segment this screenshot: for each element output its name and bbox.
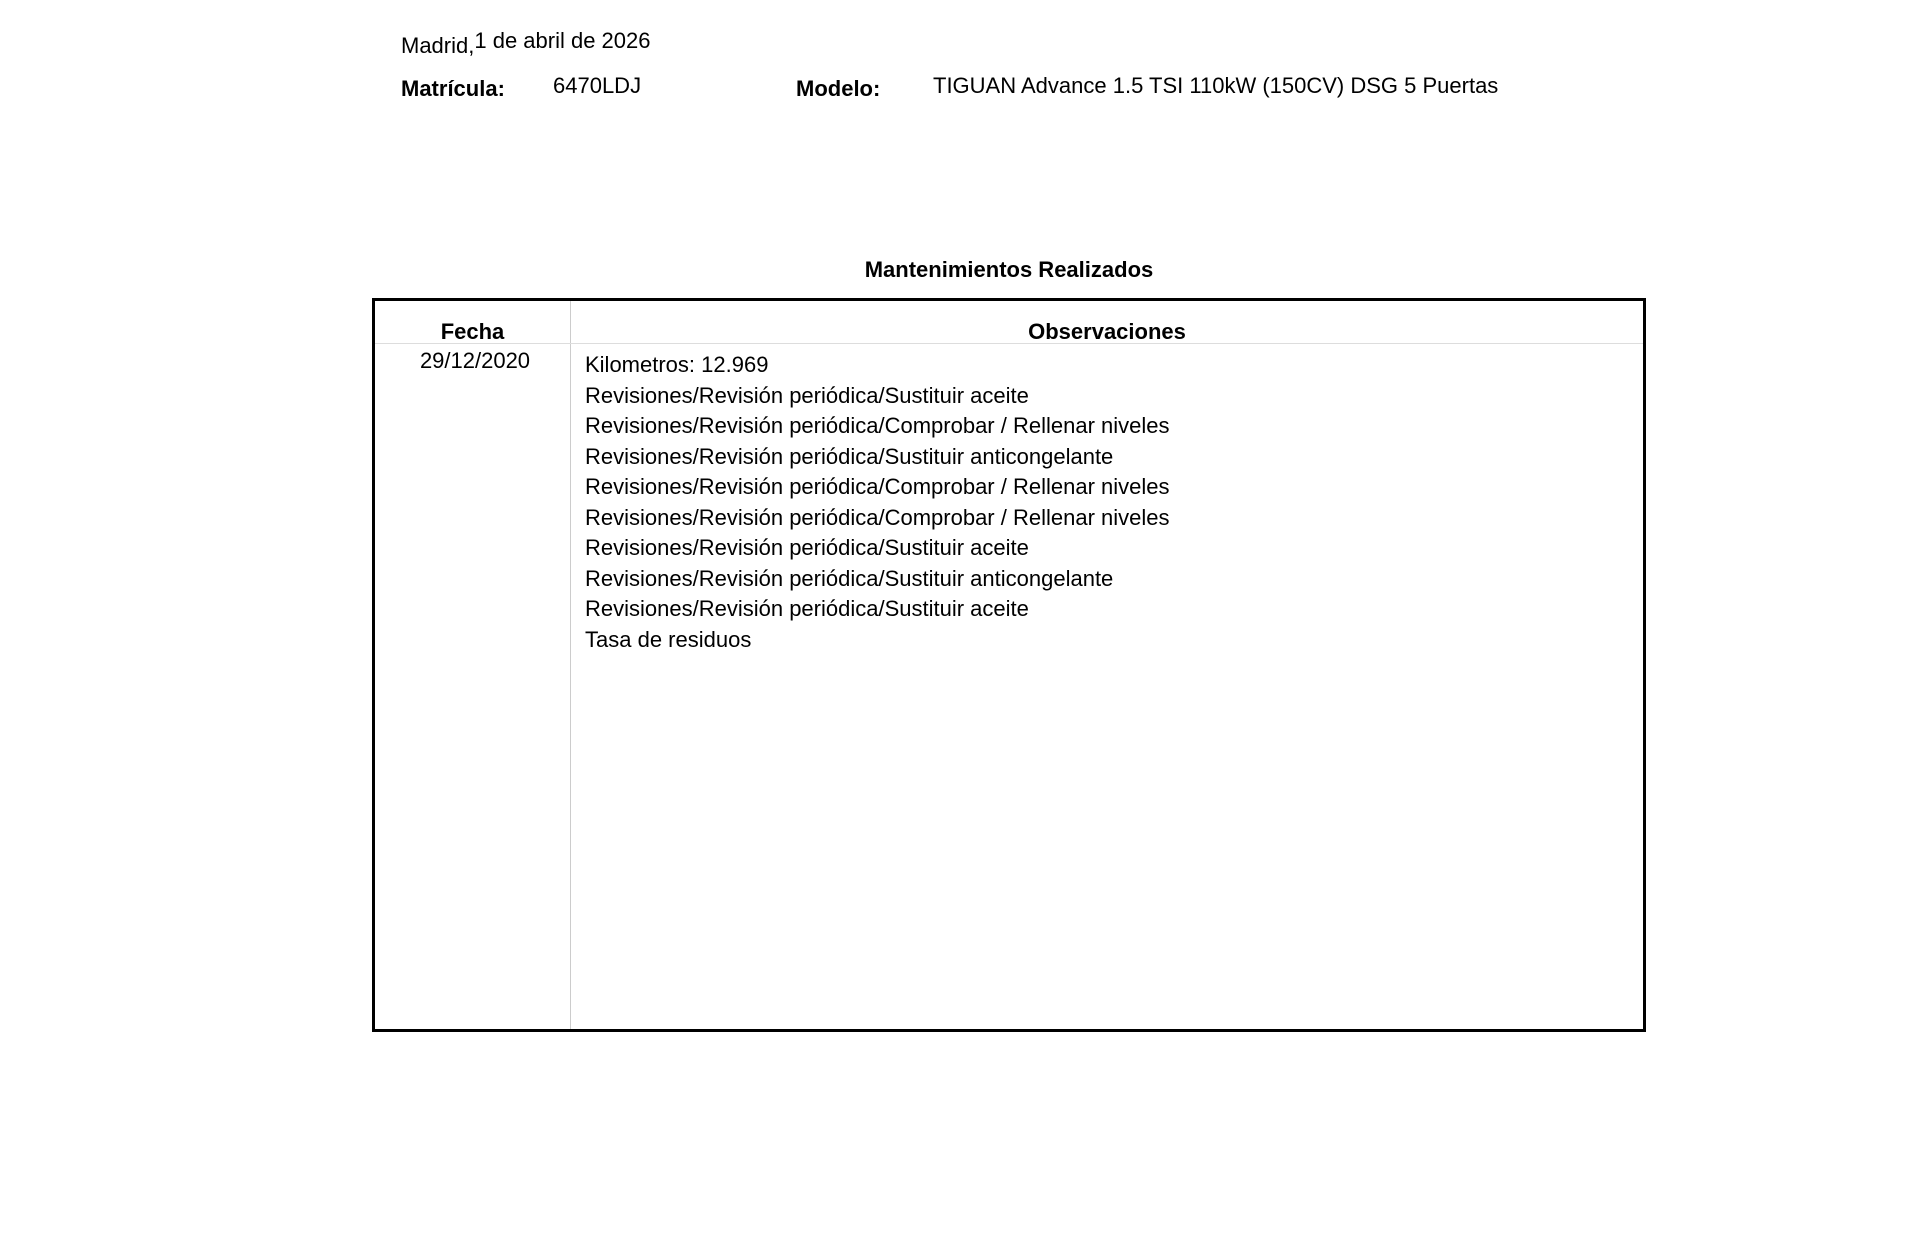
column-divider [570,301,571,1029]
observations-list [585,350,1170,655]
maintenance-table [372,298,1646,1032]
observation-item: Revisiones/Revisión periódica/Comprobar / Rellenar niveles [585,474,1170,499]
observation-item: Revisiones/Revisión periódica/Sustituir anticongelante [585,443,1114,469]
section-title: Mantenimientos Realizados [864,257,1154,282]
observation-item: Revisiones/Revisión periódica/Sustituir aceite [585,535,1029,560]
city-label: Madrid, [401,33,475,58]
observation-item: Kilometros: 12.969 [585,352,769,377]
plate-value: 6470LDJ [553,73,642,98]
place-and-date [401,28,651,59]
observation-item: Revisiones/Revisión periódica/Sustituir aceite [585,596,1029,621]
observation-item: Revisiones/Revisión periódica/Comprobar / Rellenar niveles [585,413,1170,438]
document-date: 1 de abril de 2026 [474,28,651,53]
observation-item: Revisiones/Revisión periódica/Sustituir anticongelante [585,565,1114,591]
model-label: Modelo: [796,76,881,101]
row-date: 29/12/2020 [419,348,531,373]
observation-item: Revisiones/Revisión periódica/Comprobar / Rellenar niveles [585,504,1170,530]
observation-item: Revisiones/Revisión periódica/Sustituir aceite [585,382,1029,408]
model-value: TIGUAN Advance 1.5 TSI 110kW (150CV) DSG 5 Puertas [933,73,1499,98]
column-header-observations: Observaciones [1028,319,1186,344]
column-header-date: Fecha [440,319,505,344]
plate-label: Matrícula: [401,76,505,101]
observation-item: Tasa de residuos [585,626,752,652]
